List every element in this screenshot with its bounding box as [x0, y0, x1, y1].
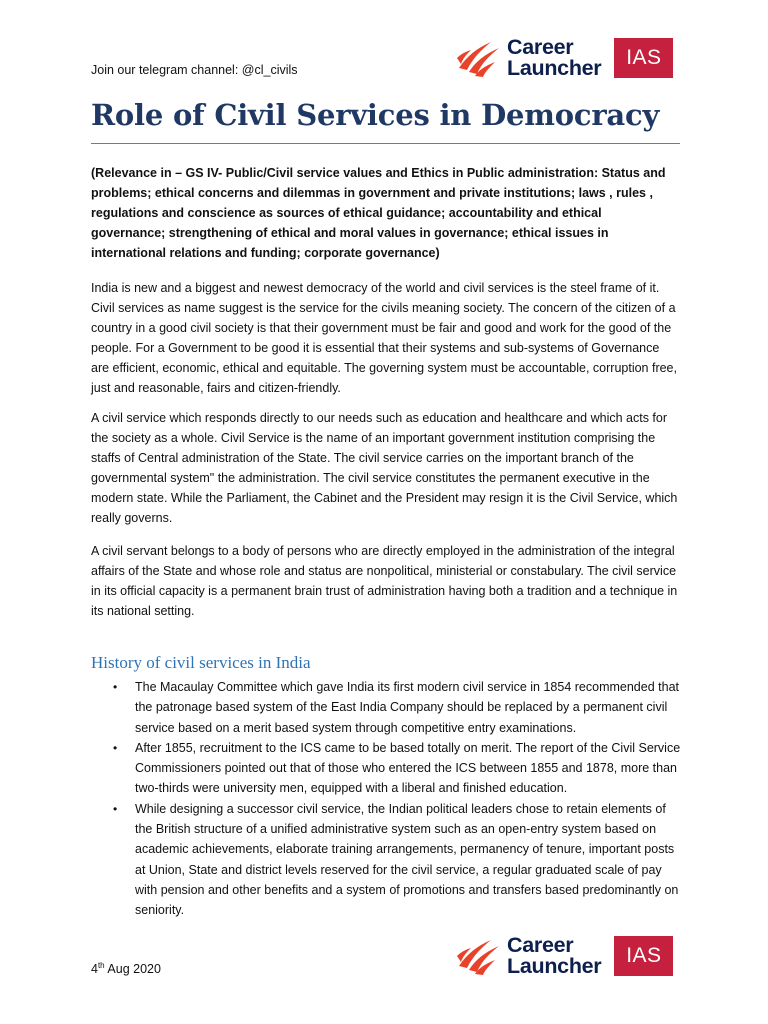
list-item [91, 677, 681, 738]
date-month-year: Aug 2020 [104, 962, 161, 976]
career-launcher-logo-header [455, 37, 673, 79]
logo-word-launcher: Launcher [507, 56, 602, 80]
career-launcher-logo-footer [455, 935, 673, 977]
relevance-paragraph: (Relevance in – GS IV- Public/Civil service values and Ethics in Public administration: Status and problems; ethical concerns and dilemmas in government and private institutions; laws , rules , regulations and conscience as sources of ethical guidance; accountability and ethical governance; strengthening of ethical and moral values in governance; ethical issues in international relations and funding; corporate governance) [91, 166, 666, 260]
body-paragraph-3: A civil servant belongs to a body of persons who are directly employed in the administration of the integral affairs of the State and whose role and status are nonpolitical, ministerial or constabulary. The civil service in its official capacity is a permanent brain trust of administration having both a tradition and a technique in its national setting. [91, 544, 678, 618]
bullet-icon: • [113, 740, 118, 755]
date-day: 4 [91, 962, 98, 976]
body-paragraph-2: A civil service which responds directly to our needs such as education and healthcare and which acts for the society as a whole. Civil Service is the name of an important government institution comprising the staffs of Central administration of the State. The civil service carries on the important branch of the governmental system" the administration. The civil service constitutes the permanent executive in the modern state. While the Parliament, the Cabinet and the President may resign it is the Civil Service, which really governs. [91, 411, 678, 525]
ias-badge: IAS [614, 38, 673, 78]
logo-word-launcher: Launcher [507, 954, 602, 978]
bullet-icon: • [113, 680, 118, 694]
logo-word-career: Career [507, 35, 574, 59]
logo-wordmark [507, 935, 601, 977]
section-heading: History of civil services in India [91, 653, 311, 672]
list-item [91, 799, 681, 921]
list-item-text: While designing a successor civil service, the Indian political leaders chose to retain elements of the British structure of a unified administrative system such as an open-entry system based on academic achievements, elaborate training arrangements, permanency of tenure, important posts at Union, State and district levels reserved for the civil service, a regular graduated scale of pay with pension and other benefits and a system of promotions and transfers based predominantly on seniority. [135, 801, 679, 918]
telegram-channel-note: Join our telegram channel: @cl_civils [91, 63, 298, 77]
list-item-text: The Macaulay Committee which gave India its first modern civil service in 1854 recommended that the patronage based system of the East India Company should be replaced by a permanent civil service based on a merit based system through competitive entry examinations. [135, 680, 679, 735]
body-paragraph-1: India is new and a biggest and newest democracy of the world and civil services is the steel frame of it. Civil services as name suggest is the service for the civils meaning society. The concern of the citizen of a country in a good civil society is that their government must be fair and good and work for the good of the people. For a Government to be good it is essential that their systems and sub-systems of Governance are efficient, economic, ethical and equitable. The governing system must be accountable, corruption free, just and reasonable, fairs and citizen-friendly. [91, 281, 677, 395]
flame-swoosh-icon [455, 38, 501, 78]
document-date [91, 962, 161, 976]
bullet-icon: • [113, 801, 118, 816]
title-divider [91, 143, 680, 144]
history-bullet-list [91, 677, 681, 921]
logo-word-career: Career [507, 933, 574, 957]
logo-wordmark [507, 37, 601, 79]
flame-swoosh-icon [455, 936, 501, 976]
date-suffix: th [97, 960, 105, 970]
list-item [91, 738, 681, 799]
list-item-text: After 1855, recruitment to the ICS came to be based totally on merit. The report of the Civil Service Commissioners pointed out that of those who entered the ICS between 1855 and 1878, more than two-thirds were university men, equipped with a liberal and finished education. [135, 740, 681, 796]
ias-badge: IAS [614, 936, 673, 976]
document-title: Role of Civil Services in Democracy [91, 98, 660, 132]
